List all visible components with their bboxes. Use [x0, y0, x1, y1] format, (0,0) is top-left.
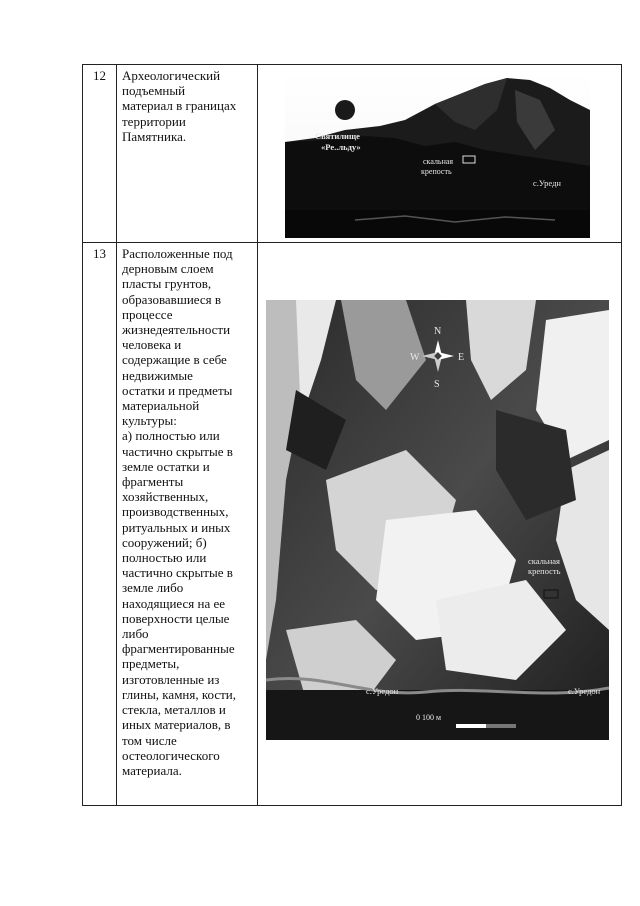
text-line: культуры:: [122, 413, 177, 429]
table-row: [83, 243, 622, 806]
scale-label: 0 100 м: [416, 713, 442, 722]
text-line: образовавшиеся в: [122, 291, 222, 307]
text-line: территории: [122, 113, 186, 129]
text-line: том числе: [122, 732, 177, 748]
text-line: поверхности целые: [122, 610, 230, 626]
text-line: подъемный: [122, 83, 186, 99]
compass-east: E: [458, 352, 465, 363]
text-line: материал в границах: [122, 98, 237, 114]
text-line: иных материалов, в: [122, 717, 231, 733]
text-line: хозяйственных,: [122, 489, 209, 505]
monument-table: [82, 64, 622, 806]
text-line: фрагментированные: [122, 641, 235, 657]
compass-north: N: [434, 326, 442, 337]
photo-cell: [258, 243, 622, 806]
text-line: глины, камня, кости,: [122, 686, 236, 702]
text-line: жизнедеятельности: [122, 322, 231, 338]
photo-label: скальная: [528, 556, 560, 566]
text-line: пласты грунтов,: [122, 276, 212, 292]
text-line: либо: [122, 626, 149, 642]
photo-cell: [258, 65, 622, 243]
text-line: предметы,: [122, 656, 180, 672]
text-line: изготовленные из: [122, 671, 220, 687]
photo-label: Святилище: [315, 131, 360, 141]
mountain-photo: [285, 70, 590, 238]
text-line: материала.: [122, 762, 182, 778]
text-line: производственных,: [122, 504, 229, 520]
text-line: частично скрытые в: [122, 565, 233, 581]
row-description: [117, 65, 258, 243]
text-line: земле остатки и: [122, 458, 210, 474]
text-line: содержащие в себе: [122, 352, 227, 368]
text-line: ритуальных и иных: [122, 519, 231, 535]
photo-label: с.Уредон: [366, 686, 399, 696]
text-line: человека и: [122, 337, 182, 353]
photo-label: с.Уредн: [533, 178, 561, 188]
text-line: фрагменты: [122, 474, 184, 490]
photo-label: крепость: [421, 167, 452, 176]
text-line: Памятника.: [122, 128, 187, 144]
text-line: земле либо: [122, 580, 184, 596]
text-line: процессе: [122, 306, 173, 322]
row-description: [117, 243, 258, 806]
table-row: [83, 65, 622, 243]
text-line: Расположенные под: [122, 246, 233, 261]
photo-label: крепость: [528, 566, 561, 576]
satellite-image: [266, 300, 609, 740]
compass-west: W: [410, 352, 420, 363]
text-line: недвижимые: [122, 367, 193, 383]
text-line: материальной: [122, 398, 200, 414]
text-line: а) полностью или: [122, 428, 220, 444]
text-line: стекла, металлов и: [122, 702, 226, 718]
text-line: остатки и предметы: [122, 382, 233, 398]
text-line: Археологический: [122, 68, 221, 83]
row-number: 12: [83, 65, 117, 243]
text-line: полностью или: [122, 550, 207, 566]
text-line: дерновым слоем: [122, 261, 214, 277]
text-line: сооружений; б): [122, 534, 207, 550]
text-line: находящиеся на ее: [122, 595, 226, 611]
row-number: 13: [83, 243, 117, 806]
photo-label: с.Уредон: [568, 686, 601, 696]
text-line: остеологического: [122, 747, 220, 763]
photo-label: «Ре..льду»: [321, 142, 361, 152]
compass-south: S: [434, 379, 440, 390]
photo-label: скальная: [423, 157, 454, 166]
text-line: частично скрытые в: [122, 443, 233, 459]
